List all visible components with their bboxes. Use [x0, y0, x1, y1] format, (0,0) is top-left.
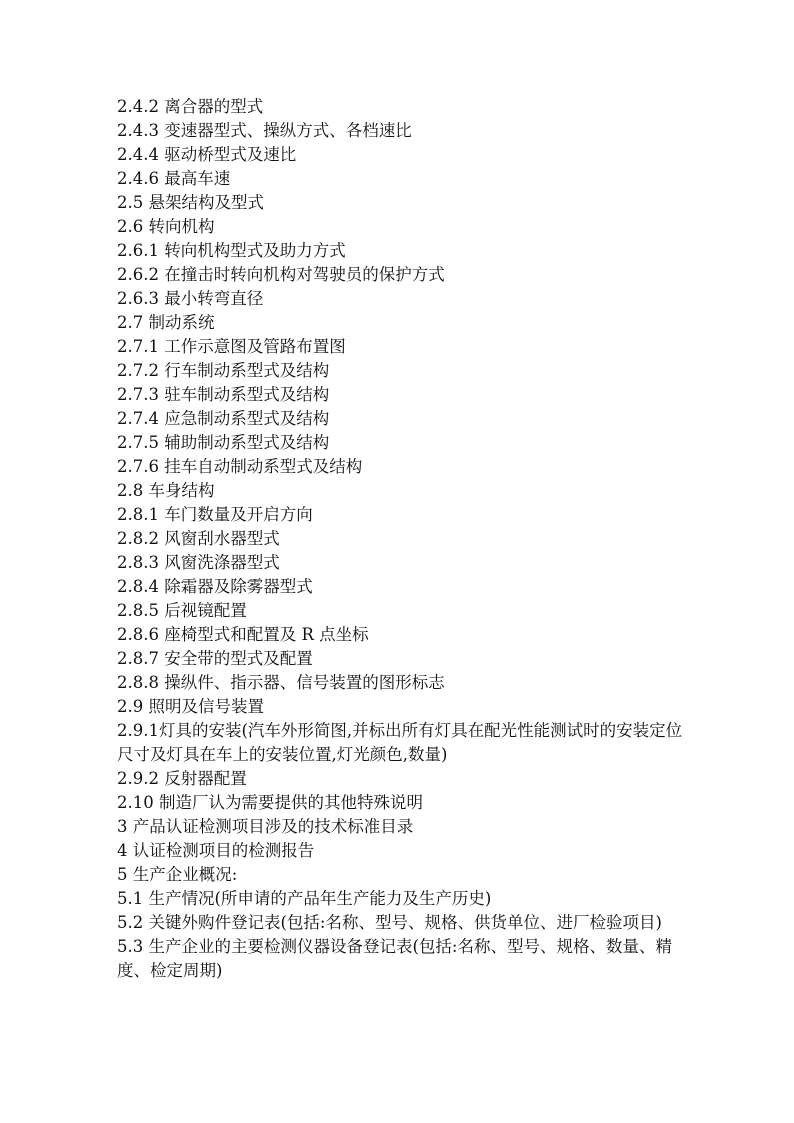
text-line: 2.4.6 最高车速 [117, 169, 231, 188]
text-line: 2.6.2 在撞击时转向机构对驾驶员的保护方式 [117, 265, 445, 284]
text-line: 2.9 照明及信号装置 [117, 697, 264, 716]
text-line: 5 生产企业概况: [117, 865, 238, 884]
text-line: 2.9.2 反射器配置 [117, 769, 247, 788]
text-line: 2.4.4 驱动桥型式及速比 [117, 145, 297, 164]
text-line: 2.7.3 驻车制动系型式及结构 [117, 385, 330, 404]
text-line: 2.6.1 转向机构型式及助力方式 [117, 241, 346, 260]
text-line: 2.6 转向机构 [117, 217, 215, 236]
text-line: 2.9.1灯具的安装(汽车外形简图,并标出所有灯具在配光性能测试时的安装定位尺寸及灯具在车上的安装位置,灯光颜色,数量) [117, 721, 683, 764]
text-line: 2.8.5 后视镜配置 [117, 601, 247, 620]
document-body [117, 95, 687, 983]
text-line: 2.8.7 安全带的型式及配置 [117, 649, 313, 668]
text-line: 2.7.2 行车制动系型式及结构 [117, 361, 330, 380]
text-line: 2.8 车身结构 [117, 481, 215, 500]
text-line: 2.7.1 工作示意图及管路布置图 [117, 337, 346, 356]
text-line: 2.8.3 风窗洗涤器型式 [117, 553, 280, 572]
text-line: 5.2 关键外购件登记表(包括:名称、型号、规格、供货单位、进厂检验项目) [117, 913, 662, 932]
text-line: 2.8.4 除霜器及除雾器型式 [117, 577, 313, 596]
text-line: 2.4.3 变速器型式、操纵方式、各档速比 [117, 121, 412, 140]
text-line: 2.4.2 离合器的型式 [117, 97, 264, 116]
text-line: 2.5 悬架结构及型式 [117, 193, 264, 212]
text-line: 2.7.4 应急制动系型式及结构 [117, 409, 330, 428]
text-line: 2.7.6 挂车自动制动系型式及结构 [117, 457, 363, 476]
text-line: 2.6.3 最小转弯直径 [117, 289, 264, 308]
text-line: 2.10 制造厂认为需要提供的其他特殊说明 [117, 793, 423, 812]
text-line: 4 认证检测项目的检测报告 [117, 841, 315, 860]
text-line: 2.8.1 车门数量及开启方向 [117, 505, 313, 524]
text-line: 2.7 制动系统 [117, 313, 215, 332]
text-line: 2.8.6 座椅型式和配置及 R 点坐标 [117, 625, 369, 644]
text-line: 3 产品认证检测项目涉及的技术标准目录 [117, 817, 414, 836]
text-line: 2.7.5 辅助制动系型式及结构 [117, 433, 330, 452]
text-line: 2.8.2 风窗刮水器型式 [117, 529, 280, 548]
text-line: 5.3 生产企业的主要检测仪器设备登记表(包括:名称、型号、规格、数量、精度、检定周期) [117, 937, 672, 980]
text-line: 2.8.8 操纵件、指示器、信号装置的图形标志 [117, 673, 445, 692]
text-line: 5.1 生产情况(所申请的产品年生产能力及生产历史) [117, 889, 492, 908]
